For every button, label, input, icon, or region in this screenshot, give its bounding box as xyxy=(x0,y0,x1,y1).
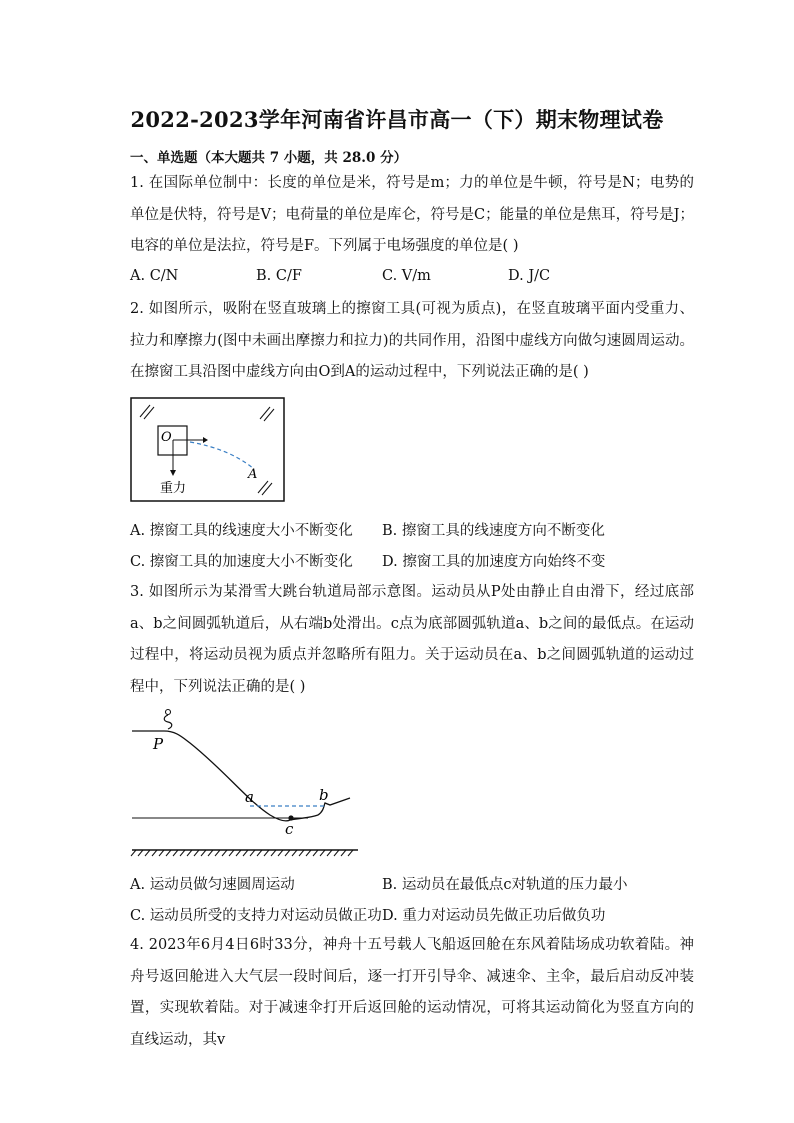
question-3-option-c: C. 运动员所受的支持力对运动员做正功 xyxy=(130,908,382,924)
question-2-option-d: D. 擦窗工具的加速度方向始终不变 xyxy=(382,554,606,570)
question-1-option-b: B. C/F xyxy=(256,268,302,284)
label-c: c xyxy=(285,820,294,838)
question-2-figure xyxy=(130,397,286,503)
ground-hatching xyxy=(131,850,353,856)
question-3-figure xyxy=(130,703,362,857)
question-4-text: 4. 2023年6月4日6时33分，神舟十五号载人飞船返回舱在东风着陆场成功软着陆。神舟号返回舱进入大气层一段时间后，逐一打开引导伞、减速伞、主伞，最后启动反冲装置，实现软着陆。对于减速伞打开后返回舱的运动情况，可将其运动简化为竖直方向的直线运动，其v xyxy=(130,937,694,1048)
question-3-text: 3. 如图所示为某滑雪大跳台轨道局部示意图。运动员从P处由静止自由滑下，经过底部a、b之间圆弧轨道后，从右端b处滑出。c点为底部圆弧轨道a、b之间的最低点。在运动过程中，将运动员视为质点并忽略所有阻力。关于运动员在a、b之间圆弧轨道的运动过程中，下列说法正确的是( ) xyxy=(130,584,694,695)
circular-path-dashed xyxy=(190,442,254,469)
question-1-option-d: D. J/C xyxy=(508,268,551,284)
glass-frame xyxy=(131,398,284,501)
question-3-option-d: D. 重力对运动员先做正功后做负功 xyxy=(382,908,606,924)
label-b: b xyxy=(319,786,329,804)
label-gravity: 重力 xyxy=(160,481,187,496)
label-p: P xyxy=(153,735,164,753)
skier-icon xyxy=(164,715,172,729)
question-2-option-c: C. 擦窗工具的加速度大小不断变化 xyxy=(130,554,353,570)
section-heading: 一、单选题（本大题共 7 小题，共 28.0 分） xyxy=(130,150,408,166)
question-2-text: 2. 如图所示，吸附在竖直玻璃上的擦窗工具(可视为质点)，在竖直玻璃平面内受重力、拉力和摩擦力(图中未画出摩擦力和拉力)的共同作用，沿图中虚线方向做匀速圆周运动。在擦窗工具沿图中虚线方向由O到A的运动过程中，下列说法正确的是( ) xyxy=(130,301,694,380)
label-o: O xyxy=(161,430,172,445)
label-a: a xyxy=(245,788,254,806)
question-3-option-b: B. 运动员在最低点c对轨道的压力最小 xyxy=(382,877,628,893)
question-1-option-a: A. C/N xyxy=(130,268,179,284)
question-3-option-a: A. 运动员做匀速圆周运动 xyxy=(130,877,295,893)
question-2-option-a: A. 擦窗工具的线速度大小不断变化 xyxy=(130,523,353,539)
page-title: 2022-2023学年河南省许昌市高一（下）期末物理试卷 xyxy=(130,107,664,132)
question-1-option-c: C. V/m xyxy=(382,268,431,284)
label-a: A xyxy=(248,467,258,482)
question-2-option-b: B. 擦窗工具的线速度方向不断变化 xyxy=(382,523,605,539)
question-1-text: 1. 在国际单位制中：长度的单位是米，符号是m；力的单位是牛顿，符号是N；电势的单位是伏特，符号是V；电荷量的单位是库仑，符号是C；能量的单位是焦耳，符号是J；电容的单位是法拉，符号是F。下列属于电场强度的单位是( ) xyxy=(130,175,694,254)
